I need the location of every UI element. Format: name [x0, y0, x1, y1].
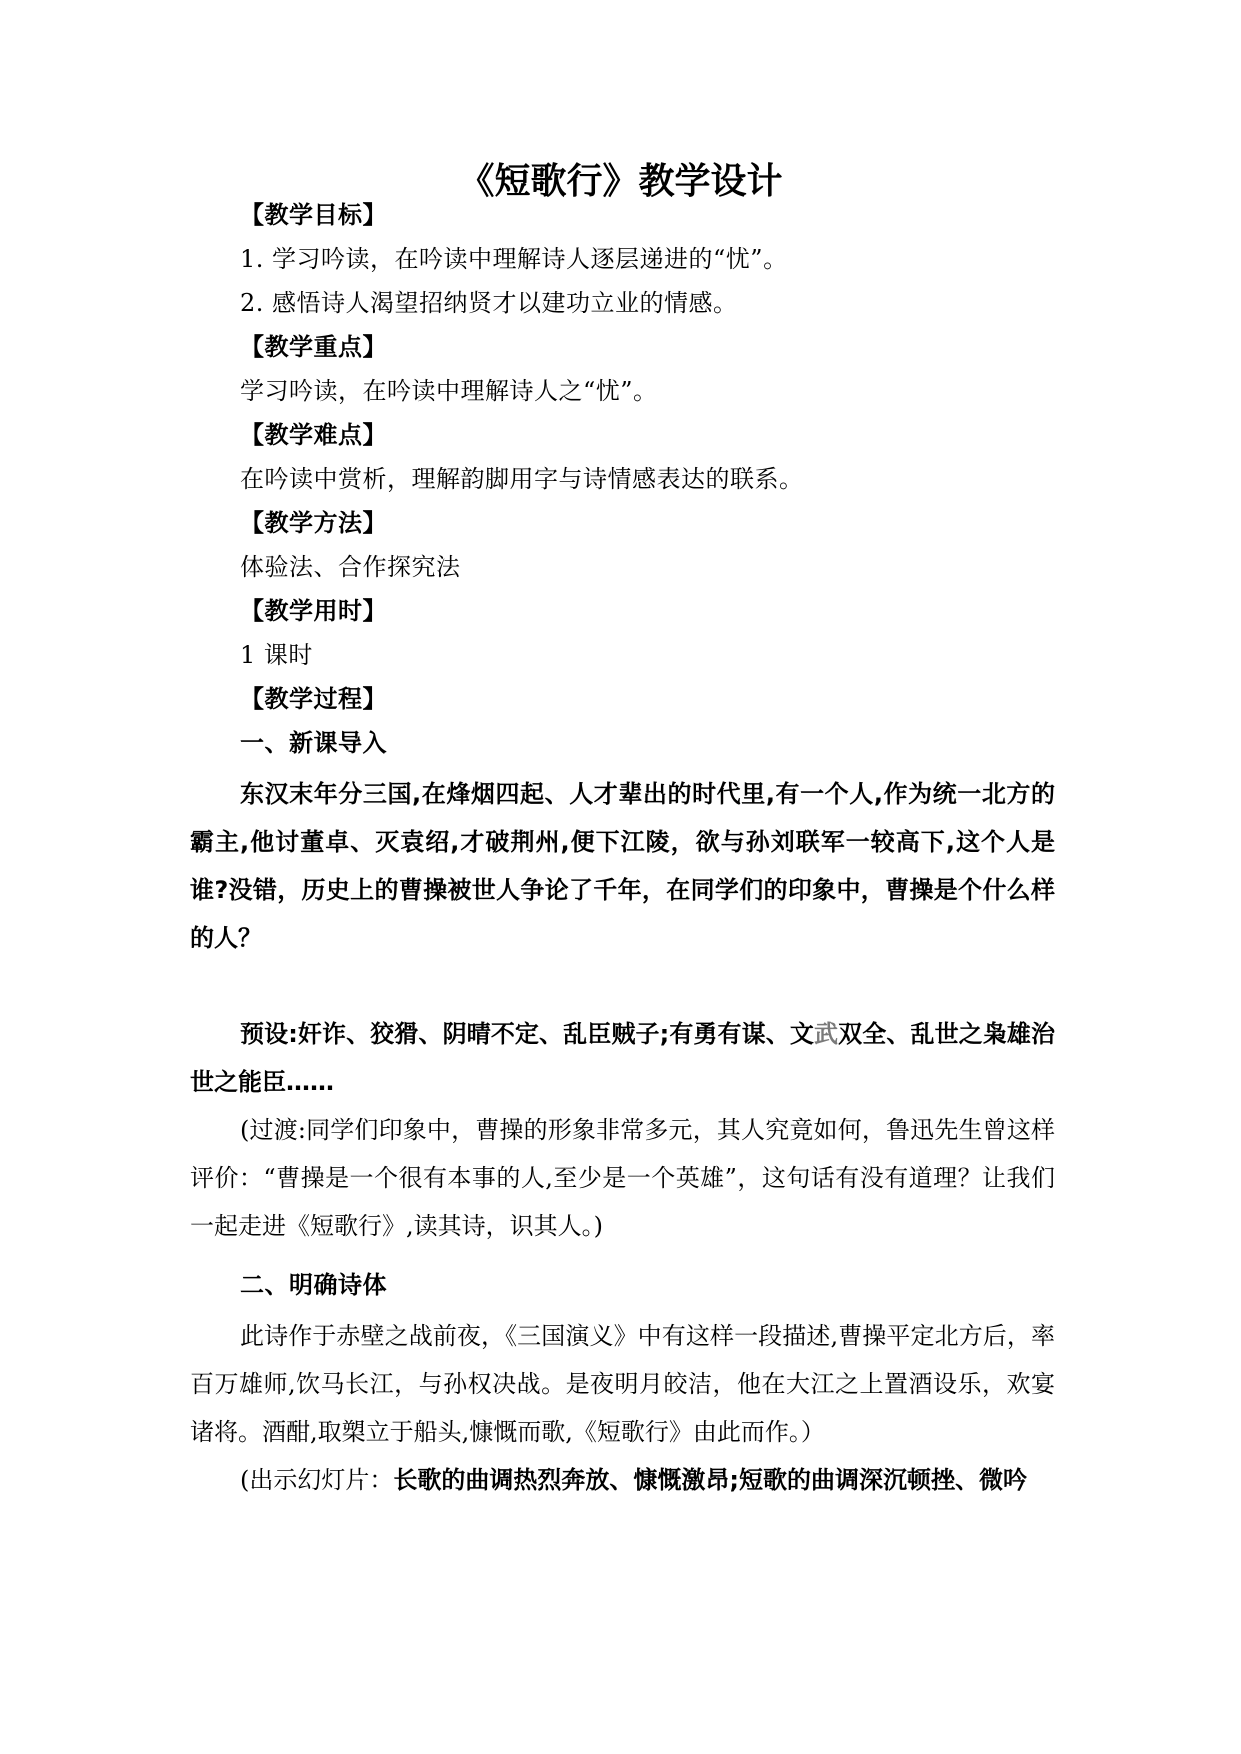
section1-intro-paragraph: 东汉末年分三国,在烽烟四起、人才辈出的时代里,有一个人,作为统一北方的霸主,他讨董卓、灭袁绍,才破荆州,便下江陵，欲与孙刘联军一较高下,这个人是谁?没错，历史上的曹操被世人争论了千年，在同学们的印象中，曹操是个什么样的人？: [190, 780, 1055, 952]
methods-heading: 【教学方法】: [240, 509, 387, 537]
time-text: 1 课时: [240, 641, 313, 669]
preset-text-a: 预设:奸诈、狡猾、阴晴不定、乱臣贼子;有勇有谋、文: [240, 1020, 814, 1048]
difficulties-text: 在吟读中赏析，理解韵脚用字与诗情感表达的联系。: [240, 465, 804, 493]
section1-heading: 一、新课导入: [240, 729, 387, 757]
key-points-heading: 【教学重点】: [240, 333, 387, 361]
key-points-text: 学习吟读，在吟读中理解诗人之“忧”。: [240, 377, 658, 405]
document-title: 《短歌行》教学设计: [458, 161, 783, 202]
objective-item-1: 1. 学习吟读，在吟读中理解诗人逐层递进的“忧”。: [240, 245, 788, 273]
section1-preset-paragraph: [190, 1010, 1055, 1106]
section2-background-paragraph: 此诗作于赤壁之战前夜，《三国演义》中有这样一段描述,曹操平定北方后，率百万雄师,饮马长江，与孙权决战。是夜明月皎洁，他在大江之上置酒设乐，欢宴诸将。酒酣,取槊立于船头,慷慨而歌,《短歌行》由此而作。）: [190, 1322, 1055, 1446]
section2-slide-paragraph: [190, 1456, 1055, 1504]
section2-heading: 二、明确诗体: [240, 1271, 387, 1299]
process-heading: 【教学过程】: [240, 685, 387, 713]
slide-intro-text: (出示幻灯片：: [240, 1466, 394, 1494]
section1-transition-paragraph: (过渡:同学们印象中，曹操的形象非常多元，其人究竟如何，鲁迅先生曾这样评价：“曹操是一个很有本事的人,至少是一个英雄”，这句话有没有道理？让我们一起走进《短歌行》,读其诗，识其人。): [190, 1116, 1055, 1240]
methods-text: 体验法、合作探究法: [240, 553, 461, 581]
objectives-heading: 【教学目标】: [240, 201, 387, 229]
preset-text-b: 双全、乱世之枭雄治世之能臣……: [190, 1020, 1056, 1096]
slide-bold-text: 长歌的曲调热烈奔放、慷慨激昂;短歌的曲调深沉顿挫、微吟: [393, 1466, 1027, 1494]
objective-item-2: 2. 感悟诗人渴望招纳贤才以建功立业的情感。: [240, 289, 738, 317]
time-heading: 【教学用时】: [240, 597, 387, 625]
preset-stamp-char: 武: [814, 1020, 839, 1048]
difficulties-heading: 【教学难点】: [240, 421, 387, 449]
